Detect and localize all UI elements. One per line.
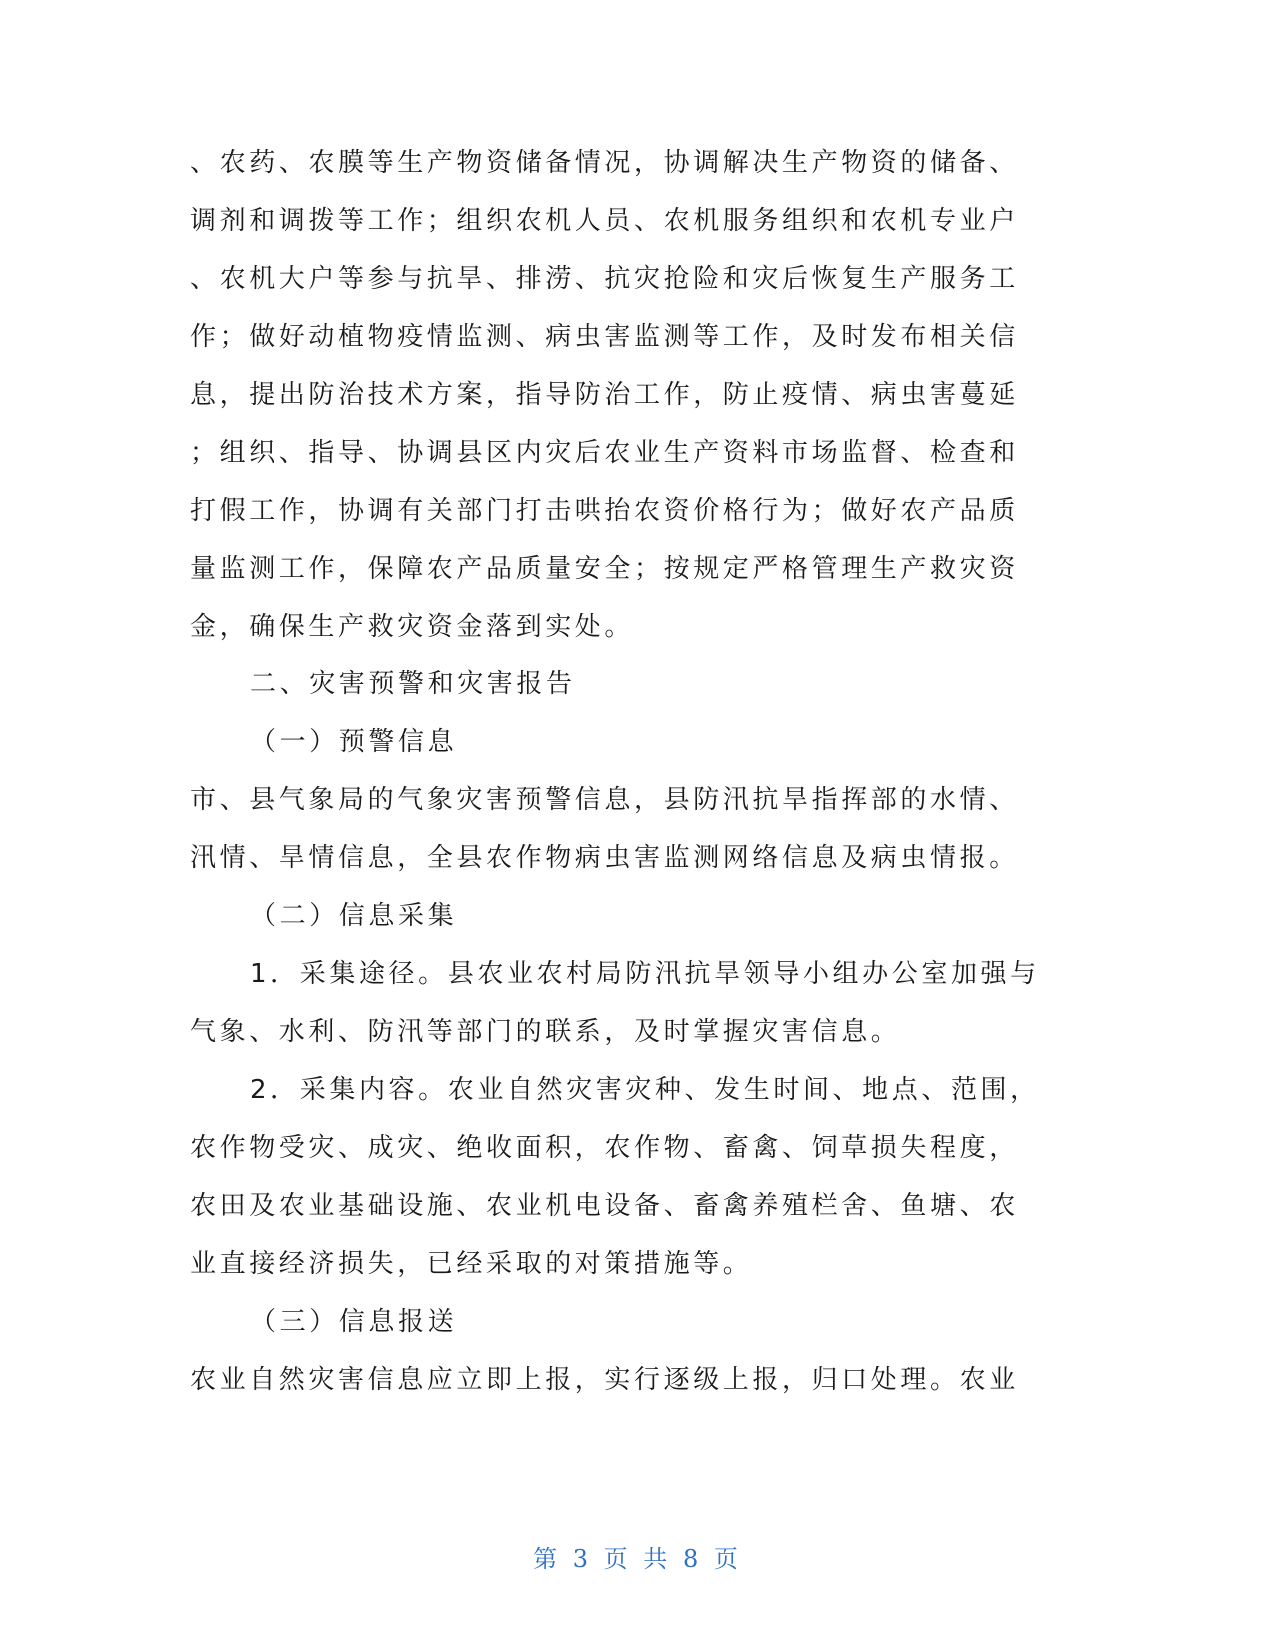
body-text-line: 业直接经济损失，已经采取的对策措施等。 [190,1249,753,1279]
body-text-line: 作；做好动植物疫情监测、病虫害监测等工作，及时发布相关信 [190,322,1019,352]
subsection-heading: （三）信息报送 [250,1307,458,1337]
body-text-line: ；组织、指导、协调县区内灾后农业生产资料市场监督、检查和 [190,438,1019,468]
subsection-heading: （二）信息采集 [250,901,458,931]
body-text-line: 农业自然灾害信息应立即上报，实行逐级上报，归口处理。农业 [190,1365,1019,1395]
body-text-line: 汛情、旱情信息，全县农作物病虫害监测网络信息及病虫情报。 [190,843,1019,873]
body-text-line: 2．采集内容。农业自然灾害灾种、发生时间、地点、范围， [250,1075,1040,1105]
body-text-line: 、农药、农膜等生产物资储备情况，协调解决生产物资的储备、 [190,148,1019,178]
subsection-heading: （一）预警信息 [250,727,458,757]
body-text-line: 息，提出防治技术方案，指导防治工作，防止疫情、病虫害蔓延 [190,380,1019,410]
body-text-line: 调剂和调拨等工作；组织农机人员、农机服务组织和农机专业户 [190,206,1019,236]
body-text-line: 量监测工作，保障农产品质量安全；按规定严格管理生产救灾资 [190,554,1019,584]
body-text-line: 农田及农业基础设施、农业机电设备、畜禽养殖栏舍、鱼塘、农 [190,1191,1019,1221]
body-text-line: 、农机大户等参与抗旱、排涝、抗灾抢险和灾后恢复生产服务工 [190,264,1019,294]
page-number-footer: 第 3 页 共 8 页 [533,1545,742,1573]
body-text-line: 金，确保生产救灾资金落到实处。 [190,612,635,642]
section-heading: 二、灾害预警和灾害报告 [250,669,576,699]
body-text-line: 农作物受灾、成灾、绝收面积，农作物、畜禽、饲草损失程度， [190,1133,1019,1163]
body-text-line: 市、县气象局的气象灾害预警信息，县防汛抗旱指挥部的水情、 [190,785,1019,815]
body-text-line: 1．采集途径。县农业农村局防汛抗旱领导小组办公室加强与 [250,959,1040,989]
body-text-line: 气象、水利、防汛等部门的联系，及时掌握灾害信息。 [190,1017,901,1047]
body-text-line: 打假工作，协调有关部门打击哄抬农资价格行为；做好农产品质 [190,496,1019,526]
